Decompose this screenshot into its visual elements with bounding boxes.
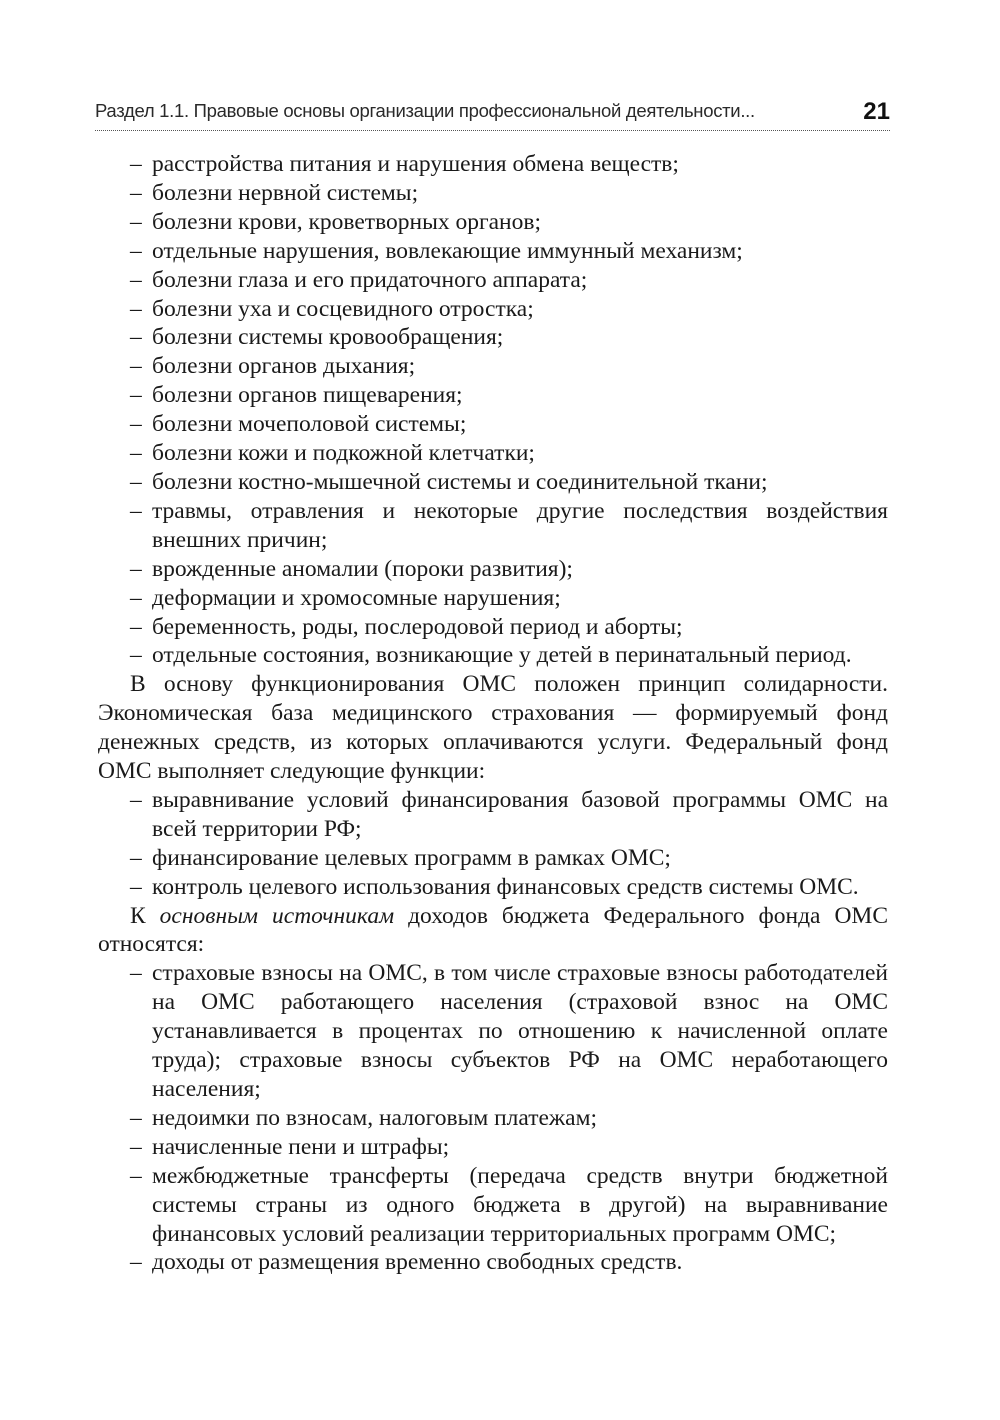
sources-emphasis: основным источникам xyxy=(159,902,395,929)
list-item: – врожденные аномалии (пороки развития); xyxy=(98,555,888,584)
list-item: – болезни системы кровообращения; xyxy=(98,323,888,352)
functions-list xyxy=(98,786,888,902)
sources-list xyxy=(98,959,888,1277)
diseases-list xyxy=(98,150,888,670)
list-item: – отдельные нарушения, вовлекающие иммунный механизм; xyxy=(98,237,888,266)
page-body xyxy=(98,150,888,1277)
list-item: – травмы, отравления и некоторые другие последствия воздействия внешних причин; xyxy=(98,497,888,555)
list-item: – болезни органов дыхания; xyxy=(98,352,888,381)
list-item: – беременность, роды, послеродовой период и аборты; xyxy=(98,613,888,642)
running-header xyxy=(95,98,890,131)
sources-suffix: доходов бюджета Федерального фонда ОМС относятся: xyxy=(98,902,888,958)
list-item: – межбюджетные трансферты (передача средств внутри бюджетной системы страны из одного бюджета в другой) на выравнивание финансовых условий реализации территориальных программ ОМС; xyxy=(98,1162,888,1249)
paragraph-principle: В основу функционирования ОМС положен принцип солидарности. Экономическая база медицинского страхования — формируемый фонд денежных средств, из которых оплачиваются услуги. Федеральный фонд ОМС выполняет следующие функции: xyxy=(98,671,888,785)
list-item: – начисленные пени и штрафы; xyxy=(98,1133,888,1162)
list-item: – болезни мочеполовой системы; xyxy=(98,410,888,439)
list-item: – расстройства питания и нарушения обмена веществ; xyxy=(98,150,888,179)
list-item: – контроль целевого использования финансовых средств системы ОМС. xyxy=(98,873,888,902)
list-item: – болезни уха и сосцевидного отростка; xyxy=(98,295,888,324)
running-title: Раздел 1.1. Правовые основы организации профессиональной деятельности... xyxy=(95,100,755,121)
list-item: – страховые взносы на ОМС, в том числе страховые взносы работодателей на ОМС работающего населения (страховой взнос на ОМС устанавливается в процентах по отношению к начисленной оплате труда); страховые взносы субъектов РФ на ОМС неработающего населения; xyxy=(98,959,888,1104)
list-item: – недоимки по взносам, налоговым платежам; xyxy=(98,1104,888,1133)
list-item: – деформации и хромосомные нарушения; xyxy=(98,584,888,613)
list-item: – болезни крови, кроветворных органов; xyxy=(98,208,888,237)
list-item: – выравнивание условий финансирования базовой программы ОМС на всей территории РФ; xyxy=(98,786,888,844)
list-item: – болезни нервной системы; xyxy=(98,179,888,208)
list-item: – болезни органов пищеварения; xyxy=(98,381,888,410)
list-item: – финансирование целевых программ в рамках ОМС; xyxy=(98,844,888,873)
list-item: – отдельные состояния, возникающие у детей в перинатальный период. xyxy=(98,641,888,670)
list-item: – болезни костно-мышечной системы и соединительной ткани; xyxy=(98,468,888,497)
sources-prefix: К xyxy=(130,902,160,929)
paragraph-sources xyxy=(98,902,888,960)
list-item: – болезни кожи и подкожной клетчатки; xyxy=(98,439,888,468)
list-item: – болезни глаза и его придаточного аппарата; xyxy=(98,266,888,295)
page-number: 21 xyxy=(863,98,890,125)
list-item: – доходы от размещения временно свободных средств. xyxy=(98,1248,888,1277)
